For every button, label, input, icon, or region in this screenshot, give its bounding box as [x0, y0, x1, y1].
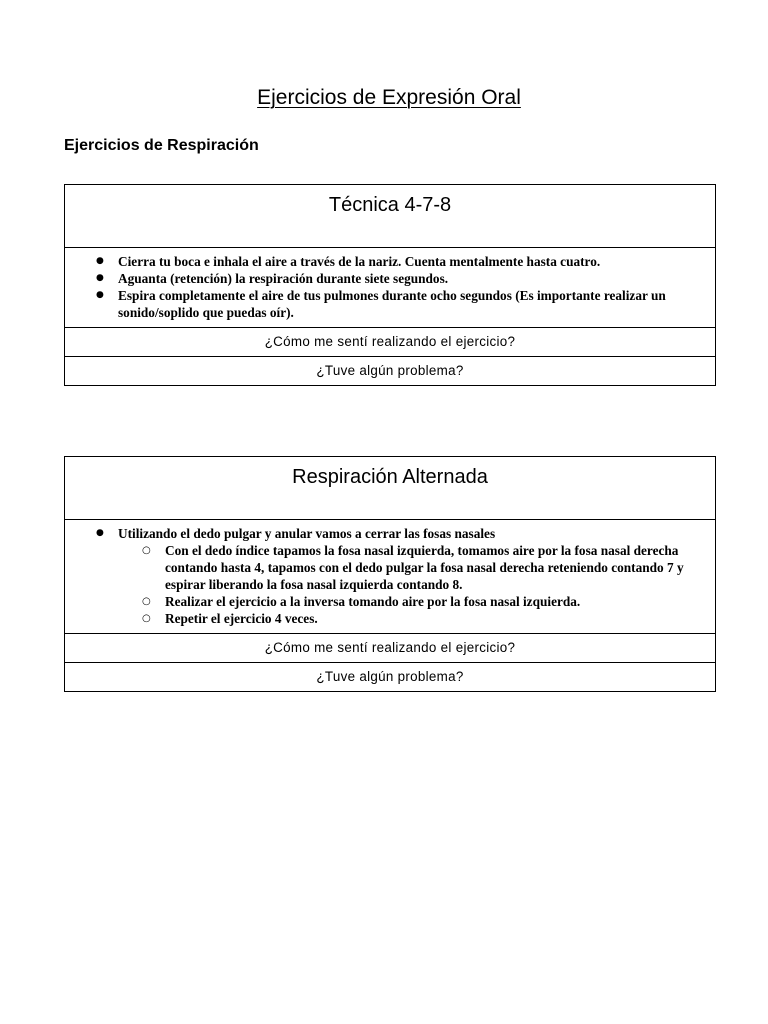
instructions-cell [65, 520, 716, 634]
exercise-table-alternate [64, 456, 716, 692]
exercise-table-478 [64, 184, 716, 386]
instructions-cell [65, 248, 716, 328]
section-heading: Ejercicios de Respiración [64, 137, 259, 154]
exercise-title-cell [65, 185, 716, 248]
question-problem-field[interactable] [65, 357, 716, 386]
instruction-item-text: Utilizando el dedo pulgar y anular vamos a cerrar las fosas nasales [118, 526, 496, 541]
instruction-item: ● Espira completamente el aire de tus pulmones durante ocho segundos (Es importante realizar un sonido/soplido que puedas oír). [65, 287, 705, 321]
question-feeling-field[interactable] [65, 634, 716, 663]
sub-instruction-item: ○ Repetir el ejercicio 4 veces. [65, 610, 705, 627]
instruction-item: ● Cierra tu boca e inhala el aire a través de la nariz. Cuenta mentalmente hasta cuatro. [65, 253, 705, 270]
exercise-title: Técnica 4-7-8 [328, 194, 452, 216]
sub-instructions-list [65, 542, 705, 627]
question-feeling-label: ¿Cómo me sentí realizando el ejercicio? [264, 334, 516, 349]
instructions-list [65, 248, 715, 327]
question-feeling-field[interactable] [65, 328, 716, 357]
question-problem-label: ¿Tuve algún problema? [316, 669, 464, 684]
question-problem-label: ¿Tuve algún problema? [316, 363, 464, 378]
instruction-item: ● Aguanta (retención) la respiración durante siete segundos. [65, 270, 705, 287]
instruction-item [65, 525, 705, 627]
instructions-list [65, 520, 715, 633]
document-title: Ejercicios de Expresión Oral [257, 86, 521, 109]
sub-instruction-item: ○ Realizar el ejercicio a la inversa tomando aire por la fosa nasal izquierda. [65, 593, 705, 610]
exercise-title-cell [65, 457, 716, 520]
exercise-title: Respiración Alternada [292, 466, 488, 488]
sub-instruction-item: ○ Con el dedo índice tapamos la fosa nasal izquierda, tomamos aire por la fosa nasal derecha contando hasta 4, tapamos con el dedo pulgar la fosa nasal derecha reteniendo contando 7 y espirar liberando la fosa nasal izquierda contando 8. [65, 542, 705, 593]
question-problem-field[interactable] [65, 663, 716, 692]
question-feeling-label: ¿Cómo me sentí realizando el ejercicio? [264, 640, 516, 655]
